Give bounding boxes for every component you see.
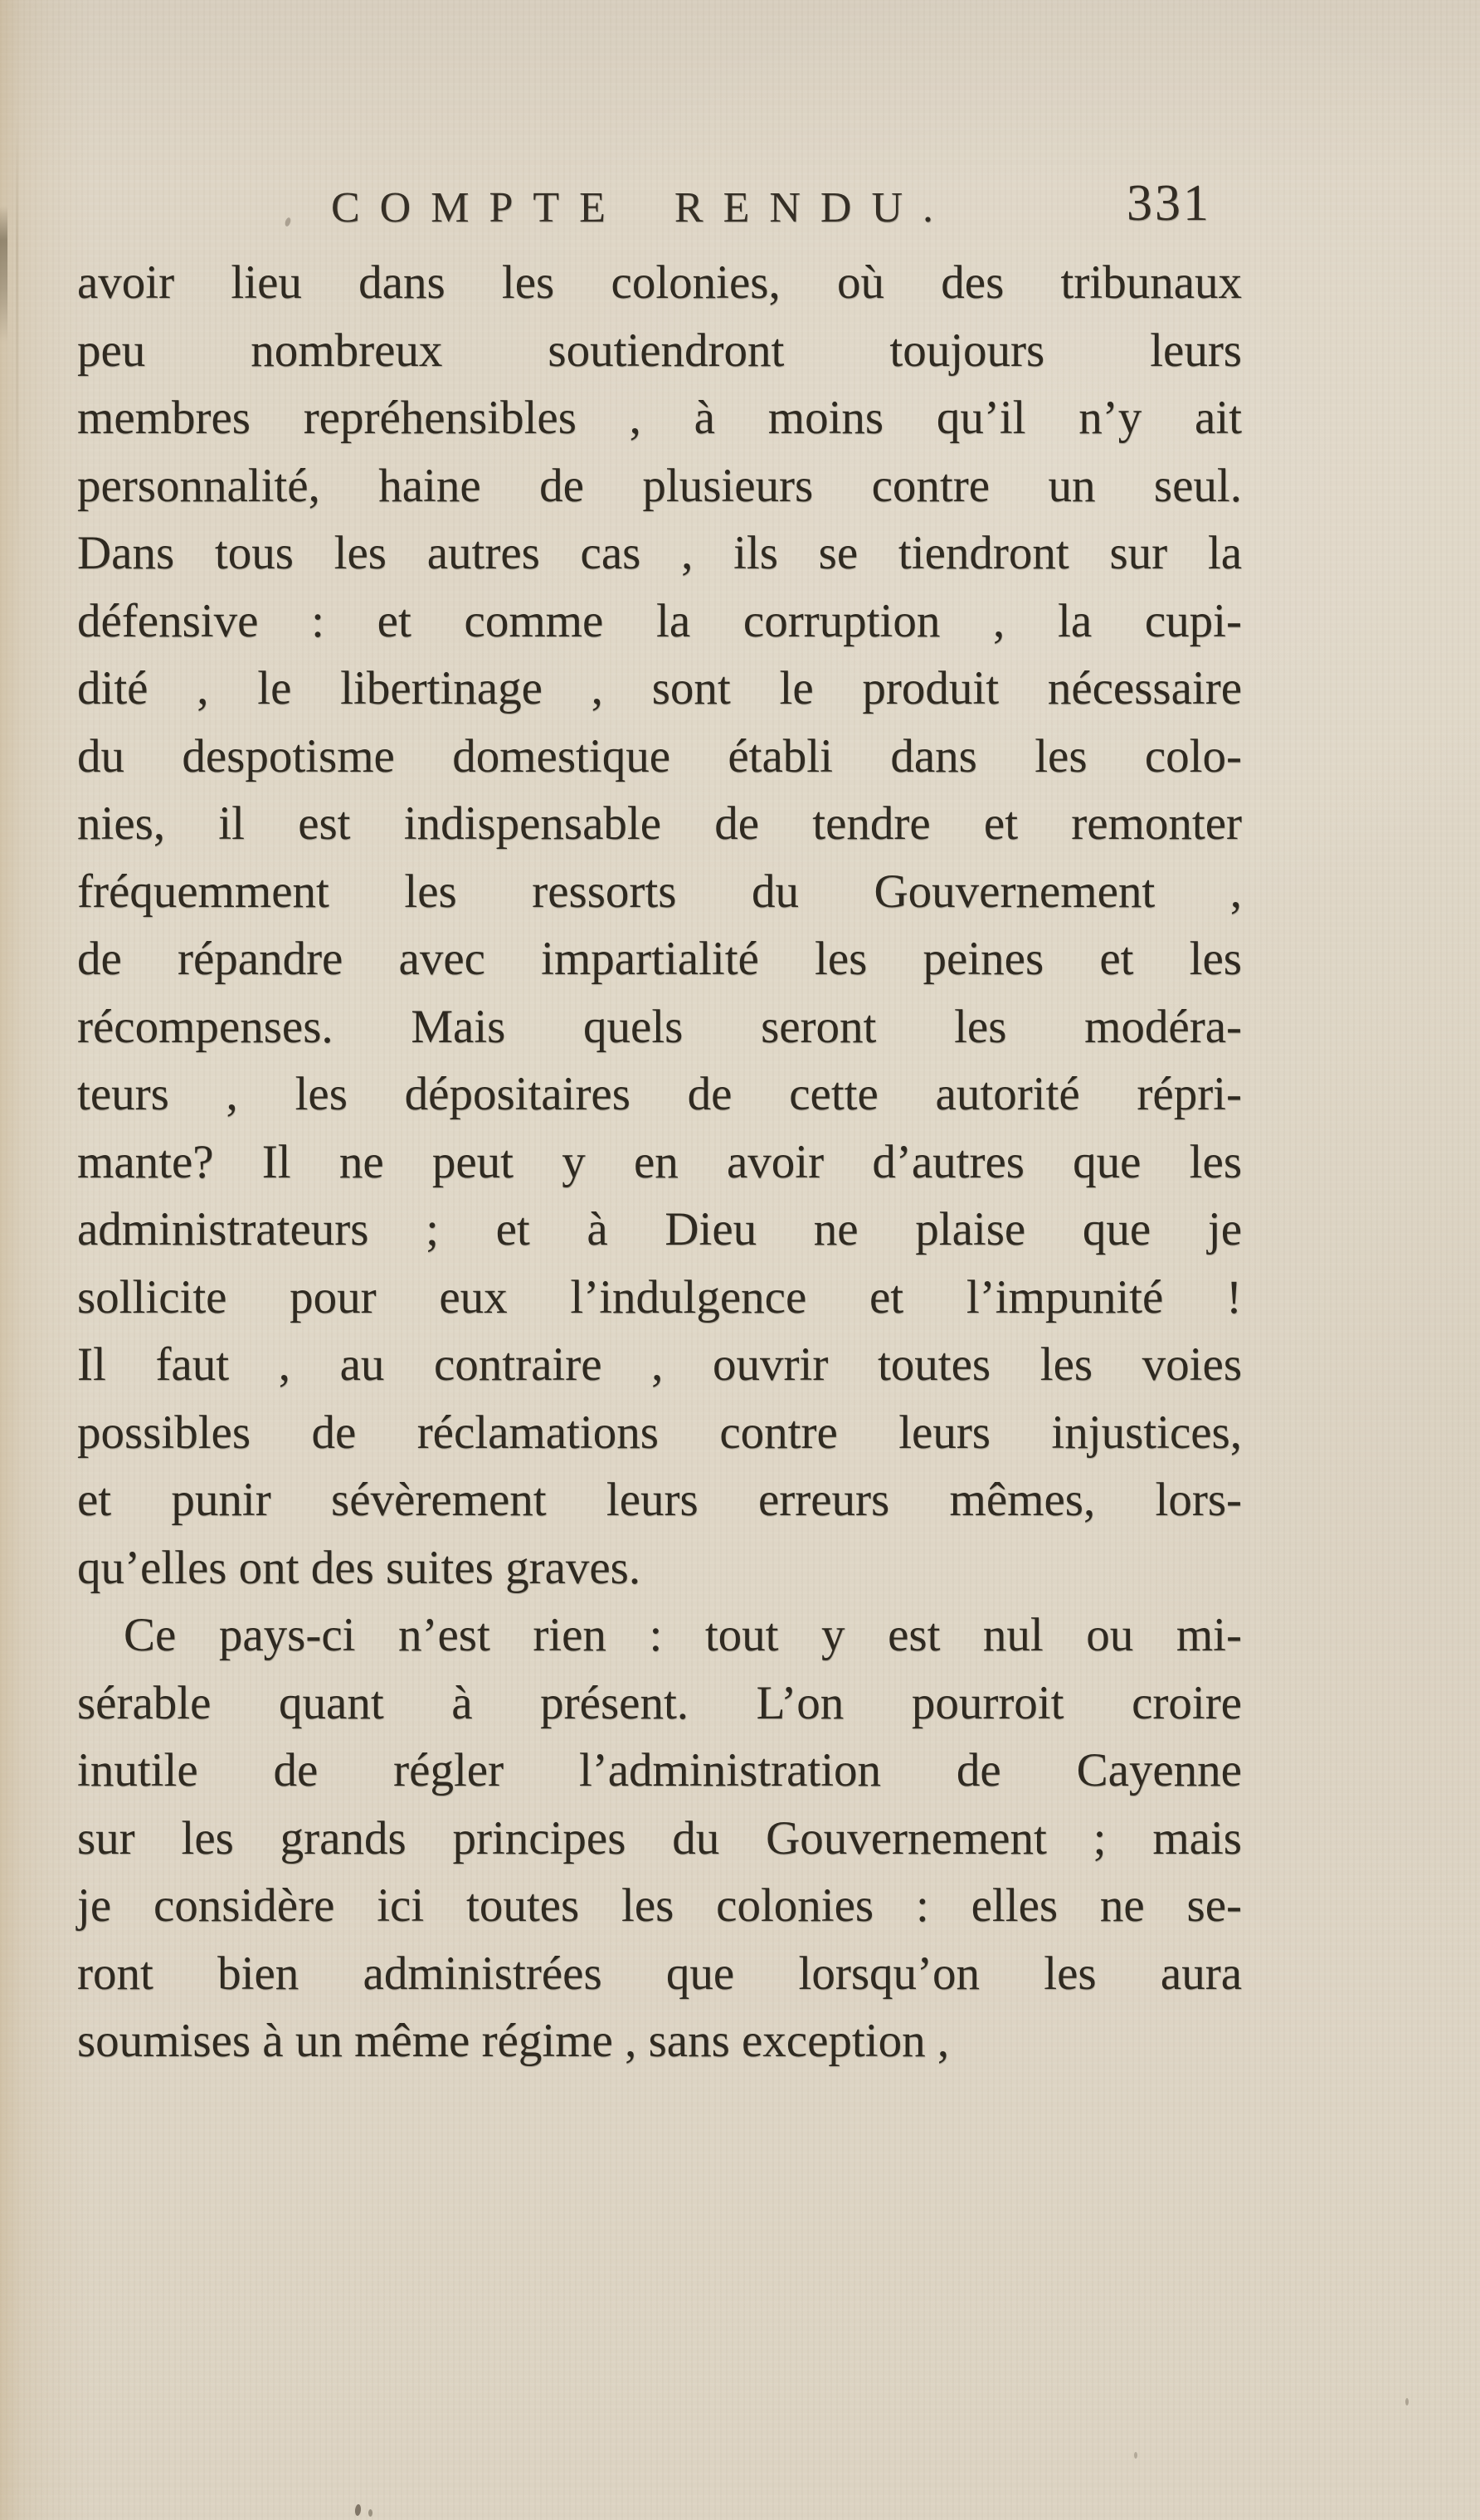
text-line: fréquemment les ressorts du Gouvernement , (77, 865, 1242, 918)
text-line: je considère ici toutes les colonies : elles ne se- (77, 1879, 1242, 1932)
text-line: dité , le libertinage , sont le produit nécessaire (77, 662, 1242, 714)
text-line: membres repréhensibles , à moins qu’il n’y ait (77, 392, 1242, 444)
ink-speck (354, 2504, 361, 2517)
text-line: nies, il est indispensable de tendre et remonter (77, 797, 1242, 850)
text-line: inutile de régler l’administration de Cayenne (77, 1744, 1242, 1796)
text-line: teurs , les dépositaires de cette autorité répri- (77, 1068, 1242, 1120)
text-line: ront bien administrées que lorsqu’on les aura (77, 1947, 1242, 2000)
text-line: possibles de réclamations contre leurs injustices, (77, 1406, 1242, 1459)
body-text (77, 249, 1242, 2075)
text-line: sollicite pour eux l’indulgence et l’impunité ! (77, 1270, 1242, 1323)
text-line: administrateurs ; et à Dieu ne plaise que je (77, 1203, 1242, 1255)
text-line: sur les grands principes du Gouvernement ; mais (77, 1811, 1242, 1864)
text-line: Dans tous les autres cas , ils se tiendront sur la (77, 527, 1242, 579)
text-line-paragraph-end: soumises à un même régime , sans exception , (77, 2015, 950, 2067)
running-head-title: COMPTE RENDU. (331, 184, 954, 232)
text-line: avoir lieu dans les colonies, où des tribunaux (77, 256, 1242, 309)
ink-speck (1405, 2398, 1409, 2405)
text-line-paragraph-start: Ce pays-ci n’est rien : tout y est nul ou mi- (124, 1609, 1242, 1661)
text-line: et punir sévèrement leurs erreurs mêmes, lors- (77, 1474, 1242, 1526)
text-line: récompenses. Mais quels seront les modéra- (77, 1000, 1242, 1053)
ink-speck (1134, 2452, 1137, 2459)
text-line: de répandre avec impartialité les peines et les (77, 933, 1242, 985)
text-line: du despotisme domestique établi dans les colo- (77, 729, 1242, 782)
page-number: 331 (1127, 175, 1211, 232)
text-line: peu nombreux soutiendront toujours leurs (77, 324, 1242, 377)
text-line: défensive : et comme la corruption , la cupi- (77, 594, 1242, 647)
text-line-paragraph-end: qu’elles ont des suites graves. (77, 1541, 641, 1594)
text-line: personnalité, haine de plusieurs contre un seul. (77, 459, 1242, 512)
paper-fiber-line (16, 116, 18, 548)
text-line: mante? Il ne peut y en avoir d’autres que les (77, 1135, 1242, 1188)
ink-speck (368, 2509, 372, 2517)
text-line: sérable quant à présent. L’on pourroit croire (77, 1676, 1242, 1729)
scan-edge-smudge (0, 206, 7, 343)
text-line: Il faut , au contraire , ouvrir toutes les voies (77, 1338, 1242, 1391)
running-header (0, 0, 1480, 274)
